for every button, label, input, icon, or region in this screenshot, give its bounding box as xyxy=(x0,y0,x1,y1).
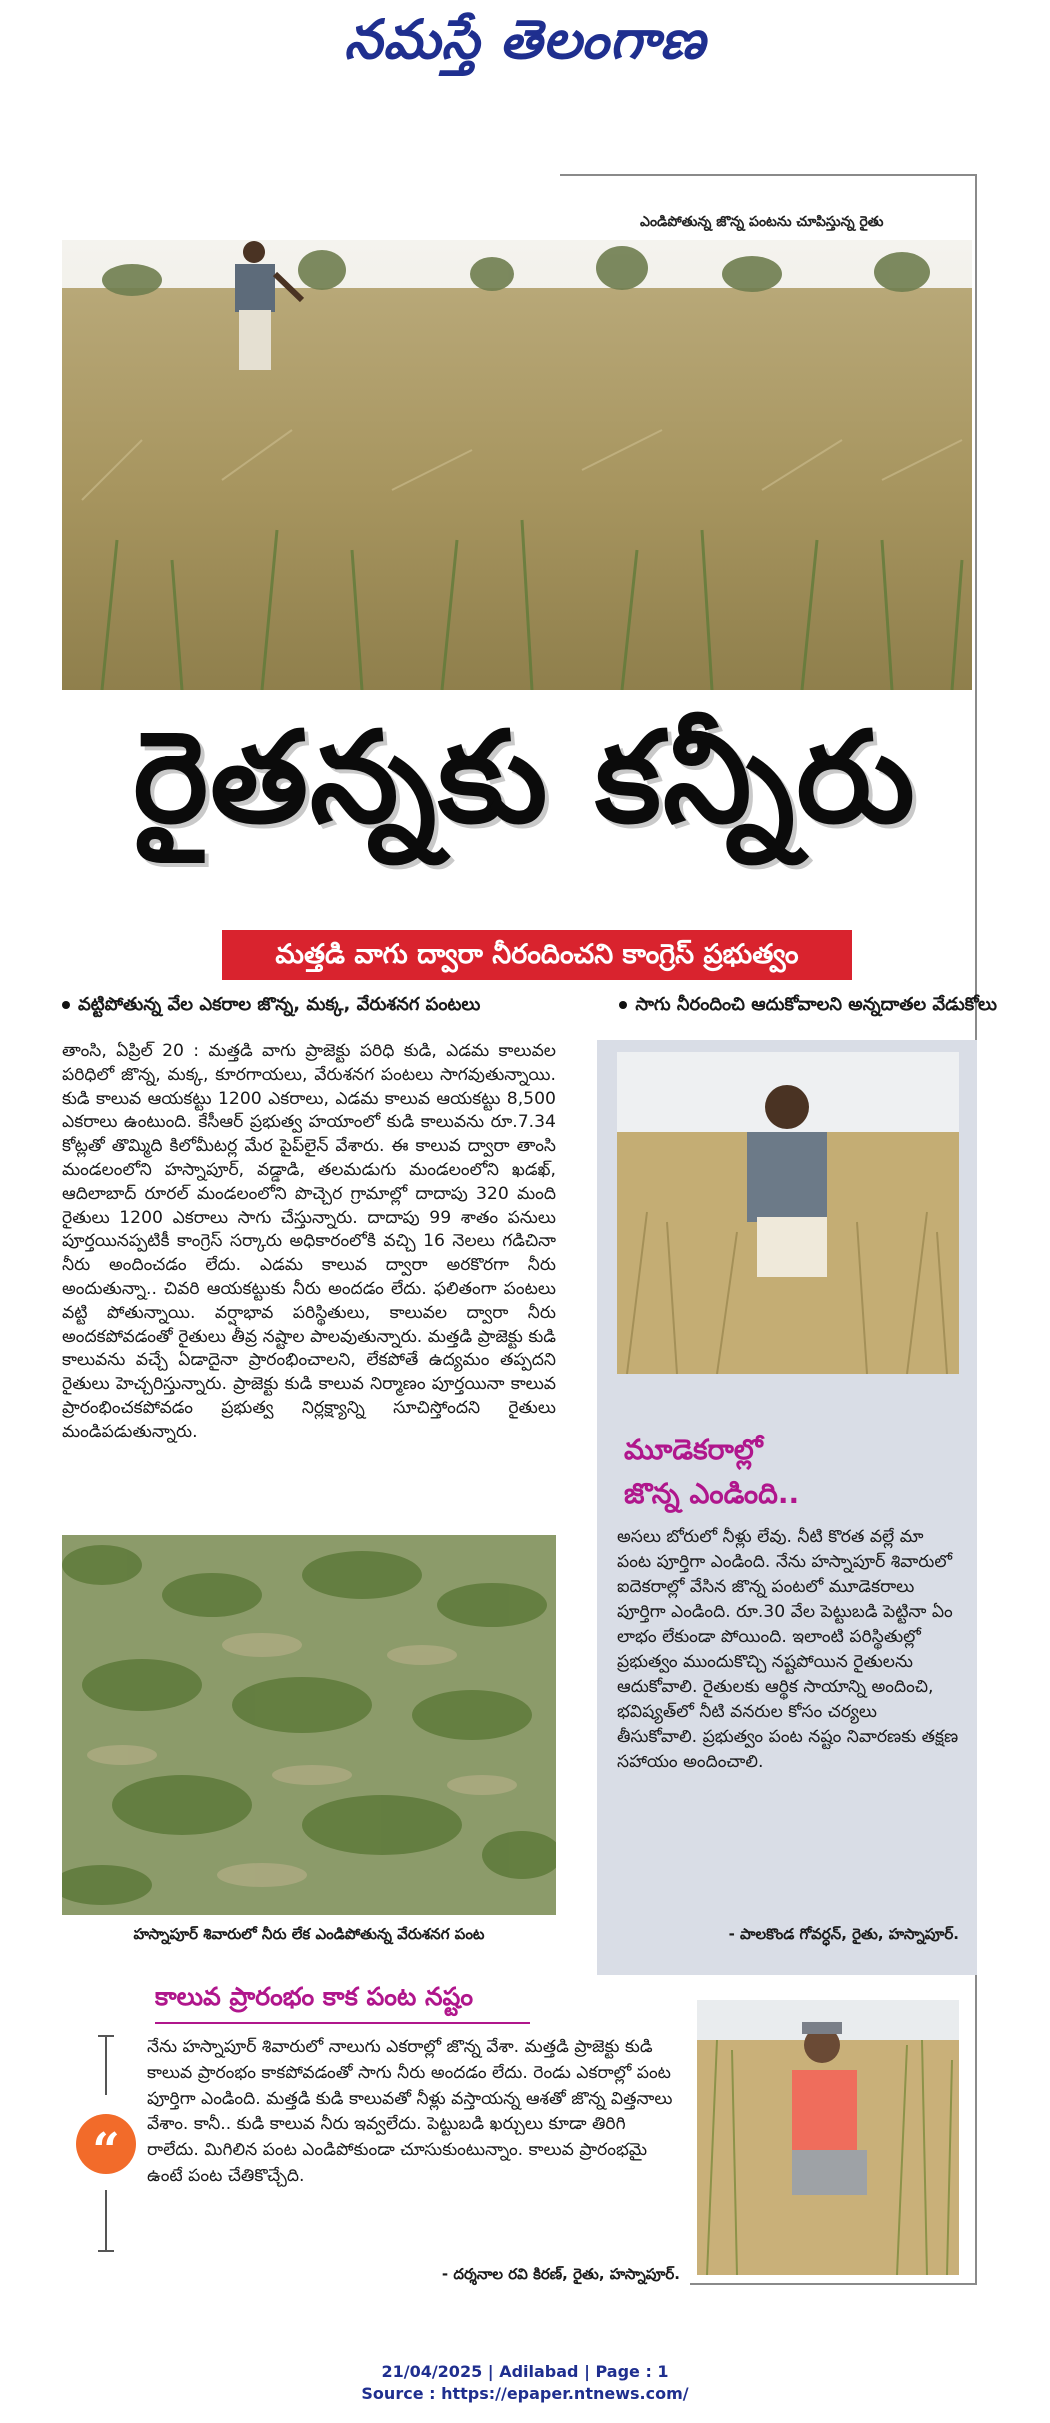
bullet-item-2 xyxy=(619,994,997,1019)
sidebar-heading-line-1: మూడెకరాల్లో xyxy=(624,1433,763,1466)
quote-box-photo xyxy=(697,2000,959,2275)
quote-line-bottom xyxy=(105,2190,107,2250)
masthead-logo[interactable]: నమస్తే తెలంగాణ xyxy=(344,8,706,71)
quote-box-heading: కాలువ ప్రారంభం కాక పంట నష్టం xyxy=(155,1982,474,2011)
bullet-row xyxy=(62,994,997,1019)
sidebar-body: అసలు బోరులో నీళ్లు లేవు. నీటి కొరత వల్లే మా పంట పూర్తిగా ఎండింది. నేను హస్నాపూర్ శివారులో ఐదెకరాల్లో వేసిన జొన్న పంటలో మూడెకరాలు పూర్తిగా ఎండింది. రూ.30 వేల పెట్టుబడి పెట్టినా ఏం లాభం లేకుండా పోయింది. ఇలాంటి పరిస్థితుల్లో ప్రభుత్వం ముందుకొచ్చి నష్టపోయిన రైతులను ఆదుకోవాలి. రైతులకు ఆర్థిక సాయాన్ని అందించి, భవిష్యత్‌లో నీటి వనరుల కోసం చర్యలు తీసుకోవాలి. ప్రభుత్వం పంట నష్టం నివారణకు తక్షణ సహాయం అందించాలి. xyxy=(617,1527,959,1772)
sidebar-heading xyxy=(624,1428,924,1516)
young-farmer-photo xyxy=(697,2000,959,2275)
mid-photo-caption: హస్నాపూర్ శివారులో నీరు లేక ఎండిపోతున్న వేరుశనగ పంట xyxy=(133,1925,485,1943)
sidebar-signature: - పాలకొండ గోవర్ధన్, రైతు, హస్నాపూర్. xyxy=(728,1925,959,1943)
top-photo-caption: ఎండిపోతున్న జొన్న పంటను చూపిస్తున్న రైతు xyxy=(640,214,884,230)
bullet-icon xyxy=(62,1001,70,1009)
quote-box-signature: - దర్శనాల రవి కిరణ్, రైతు, హస్నాపూర్. xyxy=(441,2265,680,2283)
footer-source-link[interactable]: Source : https://epaper.ntnews.com/ xyxy=(361,2384,689,2403)
bullet-text-1: వట్టిపోతున్న వేల ఎకరాల జొన్న, మక్క, వేరుశనగ పంటలు xyxy=(78,994,481,1015)
bullet-item-1 xyxy=(62,994,480,1019)
frame-bottom-line xyxy=(690,2283,977,2285)
quote-tick-bottom xyxy=(98,2250,114,2252)
sidebar-photo xyxy=(617,1052,959,1374)
farmer-field-photo xyxy=(62,240,972,690)
sidebar-heading-line-2: జొన్న ఎండింది.. xyxy=(624,1477,800,1510)
quote-tick-top xyxy=(98,2035,114,2037)
main-headline[interactable]: రైతన్నకు కన్నీరు xyxy=(133,704,917,851)
quote-box-underline xyxy=(155,2022,530,2024)
mid-photo xyxy=(62,1535,556,1915)
top-photo xyxy=(62,240,972,690)
farmer-crouching-photo xyxy=(617,1052,959,1374)
sub-headline-bar: మత్తడి వాగు ద్వారా నీరందించని కాంగ్రెస్ ప్రభుత్వం xyxy=(222,930,852,980)
quote-icon: “ xyxy=(76,2114,136,2174)
frame-top-line xyxy=(560,174,977,176)
article-body: తాంసి, ఏప్రిల్ 20 : మత్తడి వాగు ప్రాజెక్టు పరిధి కుడి, ఎడమ కాలువల పరిధిలో జొన్న, మక్క, కూరగాయలు, వేరుశనగ పంటలు సాగవుతున్నాయి. కుడి కాలువ ఆయకట్టు 1200 ఎకరాలు, ఎడమ కాలువ ఆయకట్టు 8,500 ఎకరాలు ఉంటుంది. కేసీఆర్ ప్రభుత్వ హయాంలో కుడి కాలువను రూ.7.34 కోట్లతో తొమ్మిది కిలోమీటర్ల మేర పైప్‌లైన్ వేశారు. ఈ కాలువ ద్వారా తాంసి మండలంలోని హస్నాపూర్, వడ్డాడి, తలమడుగు మండలంలోని ఖడఖ్, ఆదిలాబాద్ రూరల్ మండలంలోని పొచ్చెర గ్రామాల్లో దాదాపు 320 మంది రైతులు 1200 ఎకరాలు సాగు చేస్తున్నారు. దాదాపు 99 శాతం పనులు పూర్తయినప్పటికీ కాంగ్రెస్ సర్కారు అధికారంలోకి వచ్చి 16 నెలలు గడిచినా నీరు అందించడం లేదు. ఎడమ కాలువ ద్వారా అరకొరగా నీరు అందుతున్నా.. చివరి ఆయకట్టుకు నీరు అందడం లేదు. ఫలితంగా పంటలు వట్టి పోతున్నాయి. వర్షాభావ పరిస్థితులు, కాలువల ద్వారా నీరు అందకపోవడంతో రైతులు తీవ్ర నష్టాల పాలవుతున్నారు. మత్తడి ప్రాజెక్టు కుడి కాలువను వచ్చే ఏడాదైనా ప్రారంభించాలని, లేకపోతే ఉద్యమం తప్పదని రైతులు హెచ్చరిస్తున్నారు. ప్రాజెక్టు కుడి కాలువ నిర్మాణం పూర్తయినా కాలువ ప్రారంభించకపోవడం ప్రభుత్వ నిర్లక్ష్యాన్ని సూచిస్తోందని రైతులు మండిపడుతున్నారు. xyxy=(62,1041,556,1442)
footer-date-edition: 21/04/2025 | Adilabad | Page : 1 xyxy=(381,2362,669,2381)
bullet-text-2: సాగు నీరందించి ఆదుకోవాలని అన్నదాతల వేడుకోలు xyxy=(635,994,997,1015)
footer xyxy=(0,2361,1050,2405)
quote-box-body: నేను హస్నాపూర్ శివారులో నాలుగు ఎకరాల్లో జొన్న వేశా. మత్తడి ప్రాజెక్టు కుడి కాలువ ప్రారంభం కాకపోవడంతో సాగు నీరు అందడం లేదు. రెండు ఎకరాల్లో పంట పూర్తిగా ఎండింది. మత్తడి కుడి కాలువతో నీళ్లు వస్తాయన్న ఆశతో జొన్న విత్తనాలు వేశాం. కానీ.. కుడి కాలువ నీరు ఇవ్వలేదు. పెట్టుబడి ఖర్చులు కూడా తిరిగి రాలేదు. మిగిలిన పంట ఎండిపోకుండా చూసుకుంటున్నాం. కాలువ ప్రారంభమై ఉంటే పంట చేతికొచ్చేది. xyxy=(147,2037,673,2186)
bullet-icon xyxy=(619,1001,627,1009)
groundnut-field-photo xyxy=(62,1535,556,1915)
quote-line-top xyxy=(105,2035,107,2095)
